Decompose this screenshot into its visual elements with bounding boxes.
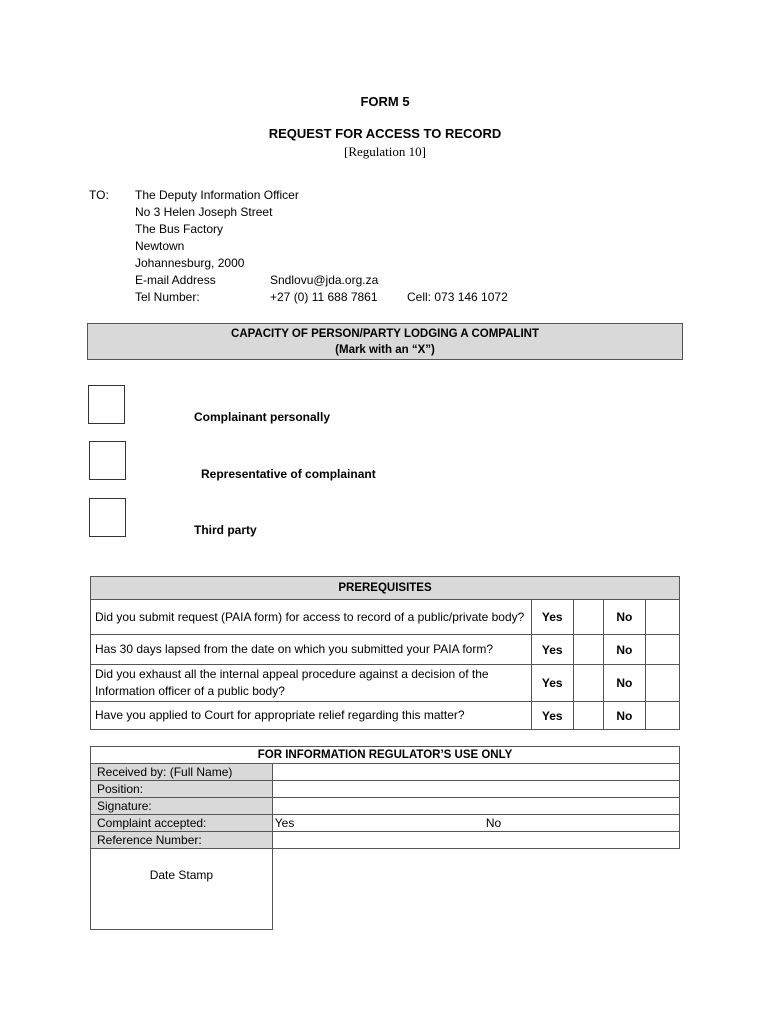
no-answer-cell[interactable] xyxy=(645,635,679,665)
question: Has 30 days lapsed from the date on which you submitted your PAIA form? xyxy=(91,635,532,665)
email-label: E-mail Address xyxy=(135,273,216,287)
question: Did you exhaust all the internal appeal procedure against a decision of the Information officer of a public body? xyxy=(91,665,532,702)
table-row xyxy=(91,665,680,702)
received-by-field[interactable] xyxy=(272,764,679,781)
regulation-reference: [Regulation 10] xyxy=(344,144,426,159)
capacity-heading: CAPACITY OF PERSON/PARTY LODGING A COMPALINT xyxy=(231,328,539,340)
prerequisites-table xyxy=(90,576,680,730)
no-label: No xyxy=(603,600,645,635)
tel-label: Tel Number: xyxy=(135,290,200,304)
position-field[interactable] xyxy=(272,781,679,798)
signature-field[interactable] xyxy=(272,798,679,815)
table-row xyxy=(91,635,680,665)
yes-label: Yes xyxy=(531,702,573,730)
table-row xyxy=(91,798,680,815)
yes-answer-cell[interactable] xyxy=(573,635,603,665)
signature-label: Signature: xyxy=(91,798,273,815)
option-label: Complainant personally xyxy=(194,410,331,424)
table-row xyxy=(91,600,680,635)
capacity-heading-box xyxy=(87,323,683,360)
yes-answer-cell[interactable] xyxy=(573,702,603,730)
checkbox-representative[interactable] xyxy=(89,441,126,480)
table-row xyxy=(91,781,680,798)
table-row xyxy=(91,764,680,781)
no-label: No xyxy=(603,665,645,702)
reference-number-field[interactable] xyxy=(272,832,679,849)
yes-label: Yes xyxy=(531,600,573,635)
reference-number-label: Reference Number: xyxy=(91,832,273,849)
no-answer-cell[interactable] xyxy=(645,665,679,702)
tel-value: +27 (0) 11 688 7861 xyxy=(270,290,378,304)
received-by-label: Received by: (Full Name) xyxy=(91,764,273,781)
blank-area xyxy=(272,849,679,930)
question: Did you submit request (PAIA form) for access to record of a public/private body? xyxy=(91,600,532,635)
accepted-yes-option[interactable]: Yes xyxy=(272,815,486,832)
address-line: The Deputy Information Officer xyxy=(135,188,299,202)
table-row xyxy=(91,849,680,930)
table-row xyxy=(91,832,680,849)
address-line: The Bus Factory xyxy=(135,222,224,236)
form-number: FORM 5 xyxy=(360,94,410,109)
address-line: Newtown xyxy=(135,239,185,253)
yes-answer-cell[interactable] xyxy=(573,600,603,635)
accepted-no-option[interactable]: No xyxy=(486,815,680,832)
date-stamp-label: Date Stamp xyxy=(149,868,214,882)
form-title: REQUEST FOR ACCESS TO RECORD xyxy=(268,126,502,141)
option-label: Representative of complainant xyxy=(201,467,376,481)
table-row xyxy=(91,702,680,730)
no-label: No xyxy=(603,635,645,665)
checkbox-third-party[interactable] xyxy=(89,498,126,537)
option-label: Third party xyxy=(194,523,257,537)
email-value: Sndlovu@jda.org.za xyxy=(270,273,379,287)
yes-answer-cell[interactable] xyxy=(573,665,603,702)
address-line: No 3 Helen Joseph Street xyxy=(135,205,273,219)
regulator-heading: FOR INFORMATION REGULATOR’S USE ONLY xyxy=(91,747,680,764)
no-answer-cell[interactable] xyxy=(645,600,679,635)
table-row xyxy=(91,815,680,832)
prerequisites-heading: PREREQUISITES xyxy=(91,577,680,600)
yes-label: Yes xyxy=(531,665,573,702)
checkbox-complainant-personally[interactable] xyxy=(88,385,125,424)
yes-label: Yes xyxy=(531,635,573,665)
capacity-instruction: (Mark with an “X”) xyxy=(335,344,435,356)
cell-value: Cell: 073 146 1072 xyxy=(407,290,508,304)
regulator-use-table xyxy=(90,746,680,930)
to-label: TO: xyxy=(89,188,109,202)
question: Have you applied to Court for appropriate relief regarding this matter? xyxy=(91,702,532,730)
position-label: Position: xyxy=(91,781,273,798)
date-stamp-box[interactable] xyxy=(91,849,273,930)
address-line: Johannesburg, 2000 xyxy=(135,256,245,270)
no-label: No xyxy=(603,702,645,730)
complaint-accepted-label: Complaint accepted: xyxy=(91,815,273,832)
no-answer-cell[interactable] xyxy=(645,702,679,730)
